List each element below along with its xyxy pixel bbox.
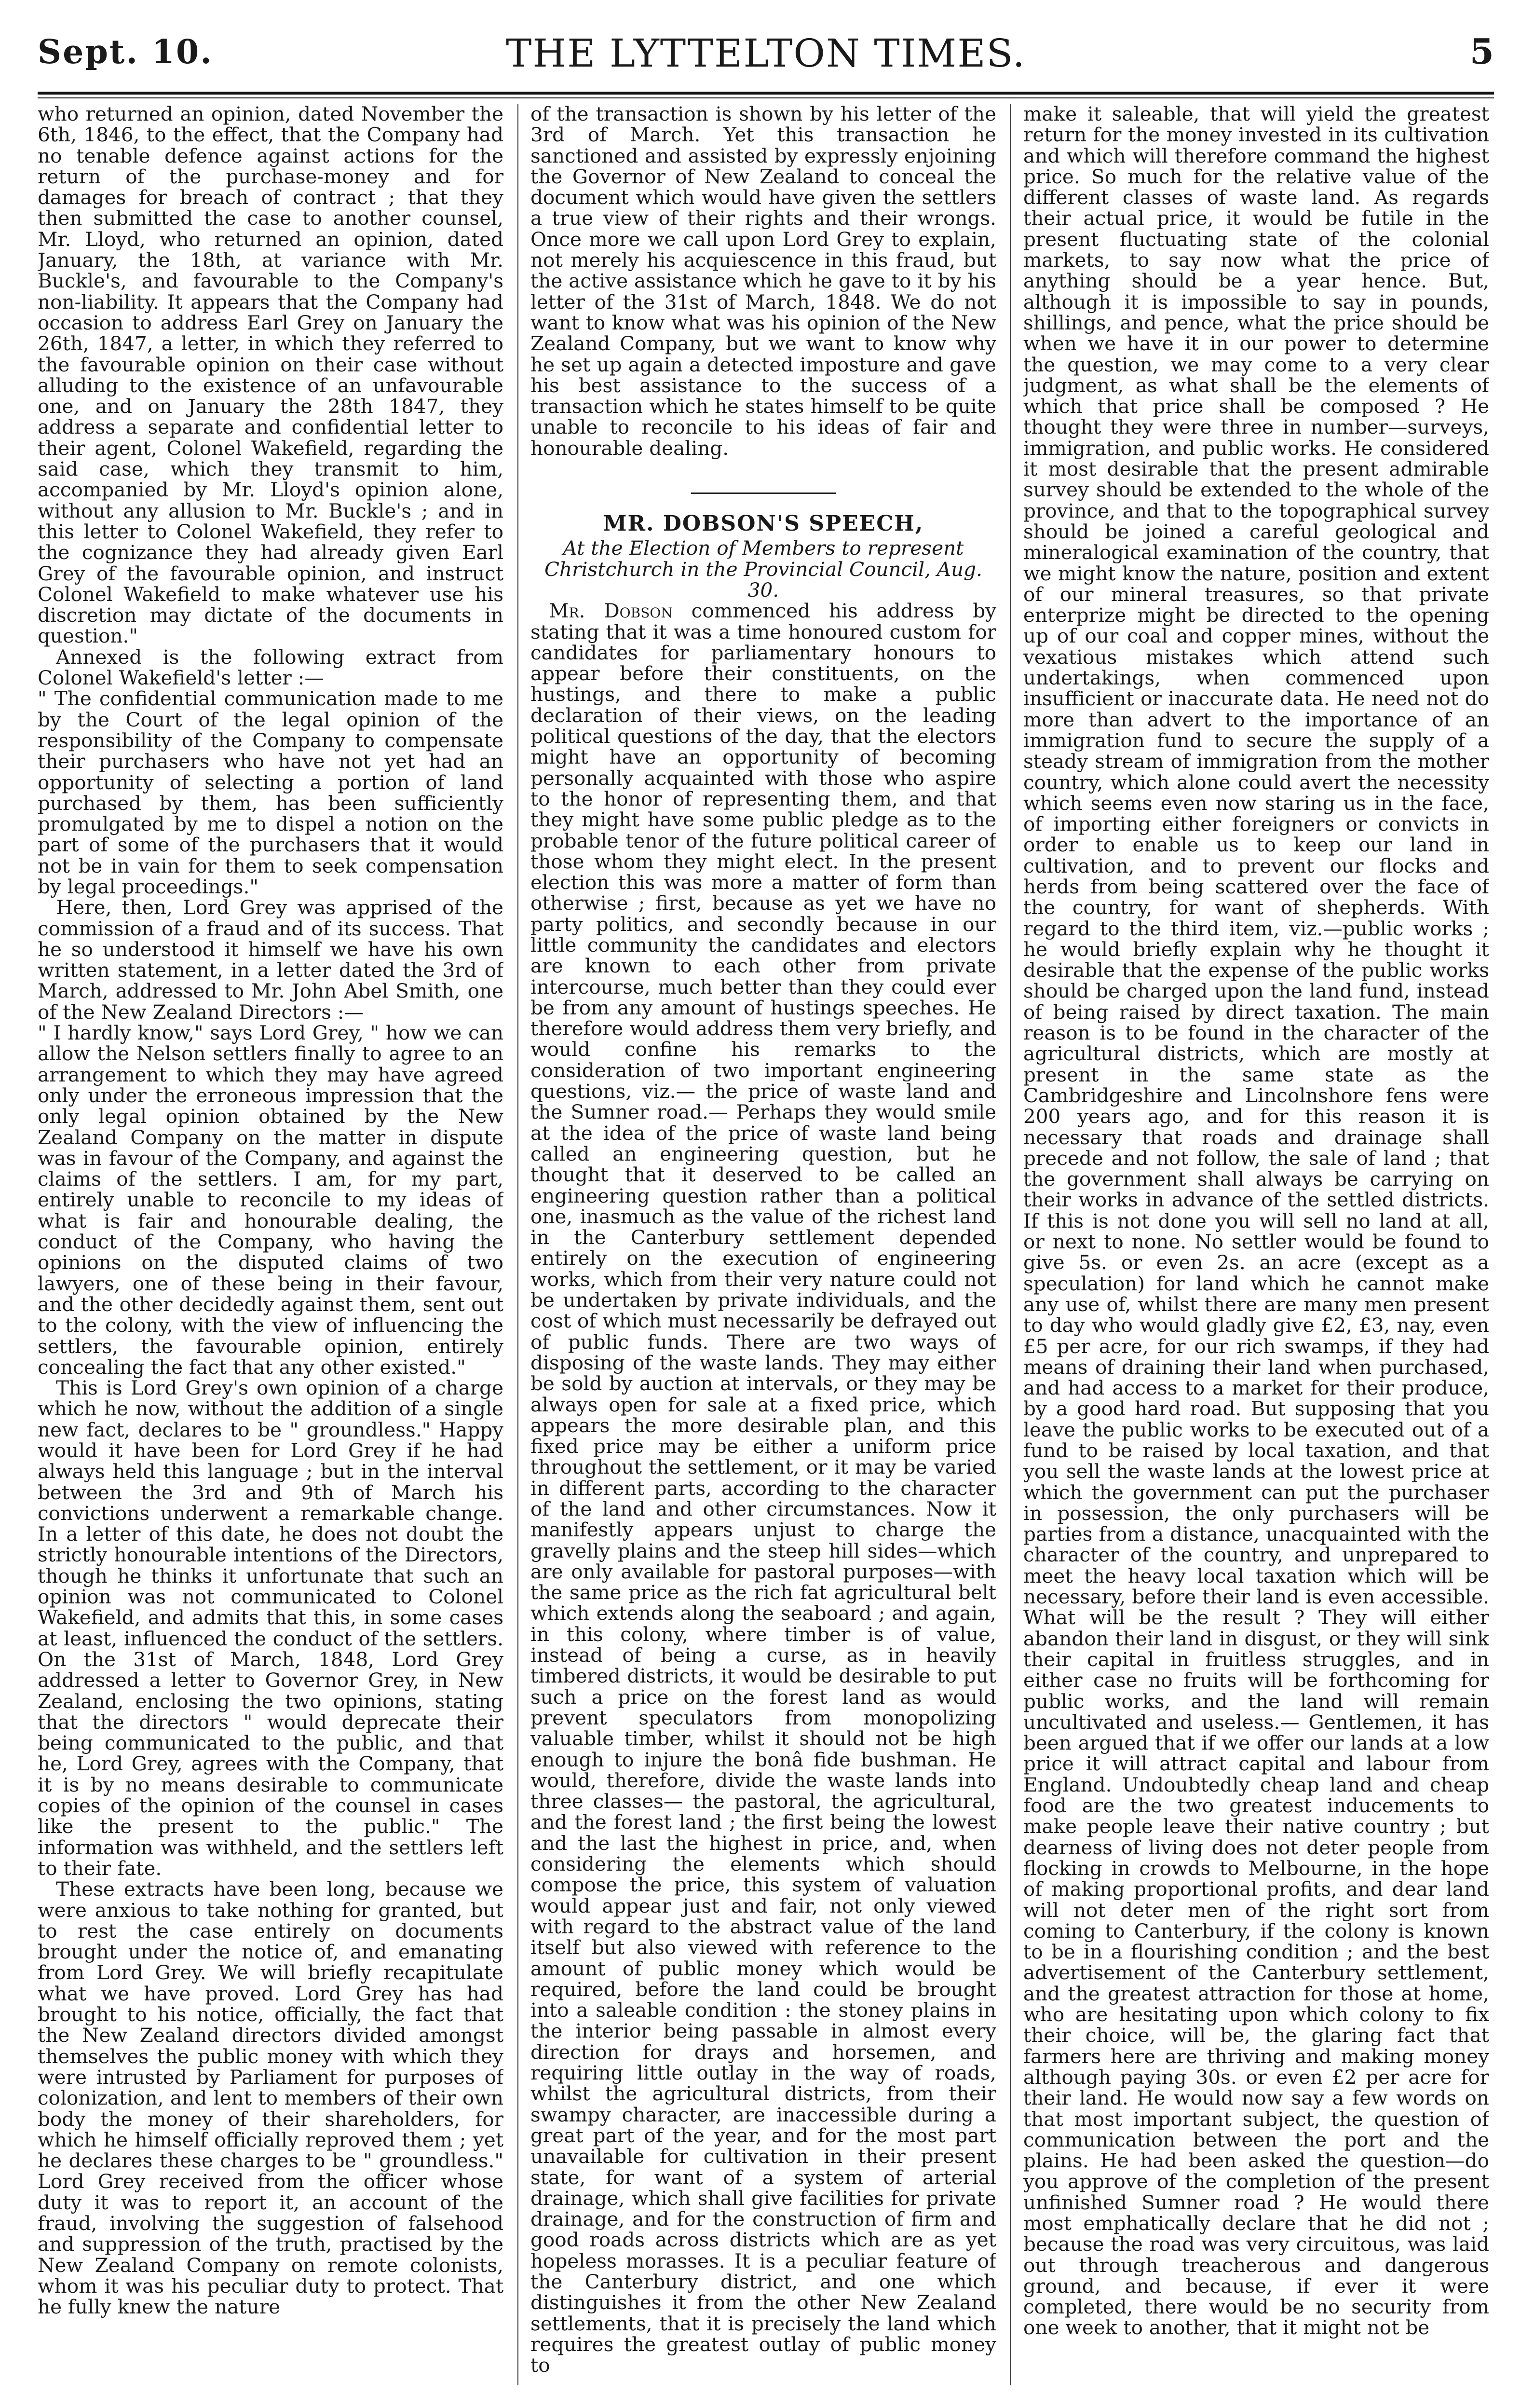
article-subheading: At the Election of Members to represent Christchurch in the Provincial Council, Aug. 30. <box>544 536 982 602</box>
article-paragraph: make it saleable, that will yield the greatest return for the money invested in its cultivation and which will therefore command the highest price. So much for the relative value of the different classes of waste land. As regards their actual price, it would be futile in the present fluctuating state of the colonial markets, to say now what the price of anything should be a year hence. But, although it is impossible to say in pounds, shillings, and pence, what the price should be when we have it in our power to determine the question, we may come to a very clear judgment, as what shall be the elements of which that price shall be composed ? He thought they were three in number—surveys, immigration, and public works. He considered it most desirable that the present admirable survey should be extended to the whole of the province, and that to the topographical survey should be joined a careful geological and mineralogical examination of the country, that we might know the nature, position and extent of our mineral treasures, so that private enterprize might be directed to the opening up of our coal and copper mines, without the vexatious mistakes which attend such undertakings, when commenced upon insufficient or inaccurate data. He need not do more than advert to the importance of an immigration fund to secure the supply of a steady stream of immigration from the mother country, which alone could avert the necessity which seems even now staring us in the face, of importing either foreigners or convicts in order to enable us to keep our land in cultivation, and to prevent our flocks and herds from being scattered over the face of the country, for want of shepherds. With regard to the third item, viz.—public works ; he would briefly explain why he thought it desirable that the expense of the public works should be charged upon the land fund, instead of being raised by direct taxation. The main reason is to be found in the character of the agricultural districts, which are mostly at present in the same state as the Cambridgeshire and Lincolnshore fens were 200 years ago, and for this reason it is necessary that roads and drainage shall precede and not follow, the sale of land ; that the government shall always be carrying on their works in advance of the settled districts. If this is not done you will sell no land at all, or next to none. No settler would be found to give 5s. or even 2s. an acre (except as a speculation) for land which he cannot make any use of, whilst there are many men present to day who would gladly give £2, £3, nay, even £5 per acre, for our rich swamps, if they had means of draining their land when purchased, and had access to a market for their produce, by a good hard road. But supposing that you leave the public works to be executed out of a fund to be raised by local taxation, and that you sell the waste lands at the lowest price at which the government can put the purchaser in possession, the only purchasers will be parties from a distance, unacquainted with the character of the country, and unprepared to meet the heavy local taxation which will be necessary, before their land is even accessible. What will be the result ? They will either abandon their land in disgust, or they will sink their capital in fruitless struggles, and in either case no fruits will be forthcoming for public works, and the land will remain uncultivated and useless.— Gentlemen, it has been argued that if we offer our lands at a low price it will attract capital and labour from England. Undoubtedly cheap land and cheap food are the two greatest inducements to make people leave their native country ; but dearness of living does not deter people from flocking in crowds to Melbourne, in the hope of making proportional profits, and dear land will not deter men of the right sort from coming to Canterbury, if the colony is known to be in a flourishing condition ; and the best advertisement of the Canterbury settlement, and the greatest attraction for those at home, who are hesitating upon which colony to fix their choice, will be, the glaring fact that farmers here are thriving and making money although paying 30s. or even £2 per acre for their land. He would now say a few words on that most important subject, the question of communication between the port and the plains. He had been asked the question—do you approve of the completion of the present unfinished Sumner road ? He would there most emphatically declare that he did not ; because the road was very circuitous, was laid out through treacherous and dangerous ground, and because, if ever it were completed, there would be no security from one week to another, that it might not be <box>1023 104 1489 2340</box>
column-divider <box>517 104 518 2385</box>
masthead-row <box>38 29 1494 87</box>
masthead-rule <box>38 92 1494 95</box>
article-paragraph: who returned an opinion, dated November the 6th, 1846, to the effect, that the Company had no tenable defence against actions for the return of the purchase-money and for damages for breach of contract ; that they then submitted the case to another counsel, Mr. Lloyd, who returned an opinion, dated January, the 18th, at variance with Mr. Buckle's, and favourable to the Company's non-liability. It appears that the Company had occasion to address Earl Grey on January the 26th, 1847, a letter, in which they referred to the favourable opinion on their case without alluding to the existence of an unfavourable one, and on January the 28th 1847, they address a separate and confidential letter to their agent, Colonel Wakefield, regarding the said case, which they transmit to him, accompanied by Mr. Lloyd's opinion alone, without any allusion to Mr. Buckle's ; and in this letter to Colonel Wakefield, they refer to the cognizance they had already given Earl Grey of the favourable opinion, and instruct Colonel Wakefield to make whatever use his discretion may dictate of the documents in question." <box>38 104 503 648</box>
block-quote: " The confidential communication made to me by the Court of the legal opinion of the responsibility of the Company to compensate their purchasers who have not yet had an opportunity of selecting a portion of land purchased by them, has been sufficiently promulgated by me to dispel a notion on the part of some of the purchasers that it would not be in vain for them to seek compensation by legal proceedings." <box>38 687 503 898</box>
article-headline: MR. DOBSON'S SPEECH, <box>603 511 924 536</box>
block-quote: " I hardly know," says Lord Grey, " how we can allow the Nelson settlers finally to agree to an arrangement to which they may have agreed only under the erroneous impression that the only legal opinion obtained by the New Zealand Company on the matter in dispute was in favour of the Company, and against the claims of the settlers. I am, for my part, entirely unable to reconcile to my ideas of what is fair and honourable dealing, the conduct of the Company, who having the opinions on the disputed claims of two lawyers, one of these being in their favour, and the other decidedly against them, sent out to the colony, with the view of influencing the settlers, the favourable opinion, entirely concealing the fact that any other existed." <box>38 1021 503 1379</box>
speaker-name: Mr. Dobson <box>549 599 673 623</box>
column-3 <box>1023 104 1489 2385</box>
article-paragraph: Annexed is the following extract from Colonel Wakefield's letter :— <box>38 645 503 690</box>
article-paragraph <box>530 601 996 2376</box>
paragraph-text: commenced his address by stating that it was a time honoured custom for candidates for parliamentary honours to appear before their constituents, on the hustings, and there to make a public declaration of their views, on the leading political questions of the day, that the electors might have an opportunity of becoming personally acquainted with those who aspire to the honor of representing them, and that they might have some public pledge as to the probable tenor of the future political career of those whom they might elect. In the present election this was more a matter of form than otherwise ; first, because as yet we have no party politics, and secondly because in our little community the candidates and electors are known to each other from private intercourse, much better than they could ever be from any amount of hustings speeches. He therefore would address them very briefly, and would confine his remarks to the consideration of two important engineering questions, viz.— the price of waste land and the Sumner road.— Perhaps they would smile at the idea of the price of waste land being called an engineering question, but he thought that it deserved to be called an engineering question rather than a political one, inasmuch as the value of the richest land in the Canterbury settlement depended entirely on the execution of engineering works, which from their very nature could not be undertaken by private individuals, and the cost of which must necessarily be defrayed out of public funds. There are two ways of disposing of the waste lands. They may either be sold by auction at intervals, or they may be always open for sale at a fixed price, which appears the more desirable plan, and this fixed price may be either a uniform price throughout the settlement, or it may be varied in different parts, according to the character of the land and other circumstances. Now it manifestly appears unjust to charge the gravelly plains and the steep hill sides—which are only available for pastoral purposes—with the same price as the rich fat agricultural belt which extends along the seaboard ; and again, in this colony, where timber is of value, instead of being a curse, as in heavily timbered districts, it would be desirable to put such a price on the forest land as would prevent speculators from monopolizing valuable timber, whilst it should not be high enough to injure the bonâ fide bushman. He would, therefore, divide the waste lands into three classes— the pastoral, the agricultural, and the forest land ; the first being the lowest and the last the highest in price, and, when considering the elements which should compose the price, this system of valuation would appear just and fair, not only viewed with regard to the abstract value of the land itself but also viewed with reference to the amount of public money which would be required, before the land could be brought into a saleable condition : the stoney plains in the interior being passable in almost every direction for drays and horsemen, and requiring little outlay in the way of roads, whilst the agricultural districts, from their swampy character, are inaccessible during a great part of the year, and for the most part unavailable for cultivation in their present state, for want of a system of arterial drainage, which shall give facilities for private drainage, and for the construction of firm and good roads across districts which are as yet hopeless morasses. It is a peculiar feature of the Canterbury district, and one which distinguishes it from the other New Zealand settlements, that it is precisely the land which requires the greatest outlay of public money to <box>530 599 996 2377</box>
newspaper-title: THE LYTTELTON TIMES. <box>505 31 1026 76</box>
article-paragraph: This is Lord Grey's own opinion of a charge which he now, without the addition of a single new fact, declares to be " groundless." Happy would it have been for Lord Grey if he had always held this language ; but in the interval between the 3rd and 9th of March his convictions underwent a remarkable change. In a letter of this date, he does not doubt the strictly honourable intentions of the Directors, though he thinks it unfortunate that such an opinion was not communicated to Colonel Wakefield, and admits that this, in some cases at least, influenced the conduct of the settlers. On the 31st of March, 1848, Lord Grey addressed a letter to Governor Grey, in New Zealand, enclosing the two opinions, stating that the directors " would deprecate their being communicated to the public, and that he, Lord Grey, agrees with the Company, that it is by no means desirable to communicate copies of the opinion of the counsel in cases like the present to the public." The information was withheld, and the settlers left to their fate. <box>38 1376 503 1880</box>
column-divider <box>1010 104 1011 2385</box>
article-paragraph: of the transaction is shown by his letter of the 3rd of March. Yet this transaction he sanctioned and assisted by expressly enjoining the Governor of New Zealand to conceal the document which would have given the settlers a true view of their rights and their wrongs. Once more we call upon Lord Grey to explain, not merely his acquiescence in this fraud, but the active assistance which he gave to it by his letter of the 31st of March, 1848. We do not want to know what was his opinion of the New Zealand Company, but we want to know why he set up again a detected imposture and gave his best assistance to the success of a transaction which he states himself to be quite unable to reconcile to his ideas of fair and honourable dealing. <box>530 104 996 460</box>
column-1 <box>38 104 503 2385</box>
article-paragraph: Here, then, Lord Grey was apprised of the commission of a fraud and of its success. That he so understood it himself we have his own written statement, in a letter dated the 3rd of March, addressed to Mr. John Abel Smith, one of the New Zealand Directors :— <box>38 896 503 1024</box>
section-divider <box>691 493 836 494</box>
column-2 <box>530 104 996 2385</box>
page-number: 5 <box>1469 31 1494 72</box>
issue-date: Sept. 10. <box>38 33 213 71</box>
article-paragraph: These extracts have been long, because we were anxious to take nothing for granted, but to rest the case entirely on documents brought under the notice of, and emanating from Lord Grey. We will briefly recapitulate what we have proved. Lord Grey has had brought to his notice, officially, the fact that the New Zealand directors divided amongst themselves the public money with which they were intrusted by Parliament for purposes of colonization, and lent to members of their own body the money of their shareholders, for which he himself officially reproved them ; yet he declares these charges to be " groundless." Lord Grey received from the officer whose duty it was to report it, an account of the fraud, involving the suggestion of falsehood and suppression of the truth, practised by the New Zealand Company on remote colonists, whom it was his peculiar duty to protect. That he fully knew the nature <box>38 1877 503 2319</box>
masthead-rule-thin <box>38 97 1494 98</box>
